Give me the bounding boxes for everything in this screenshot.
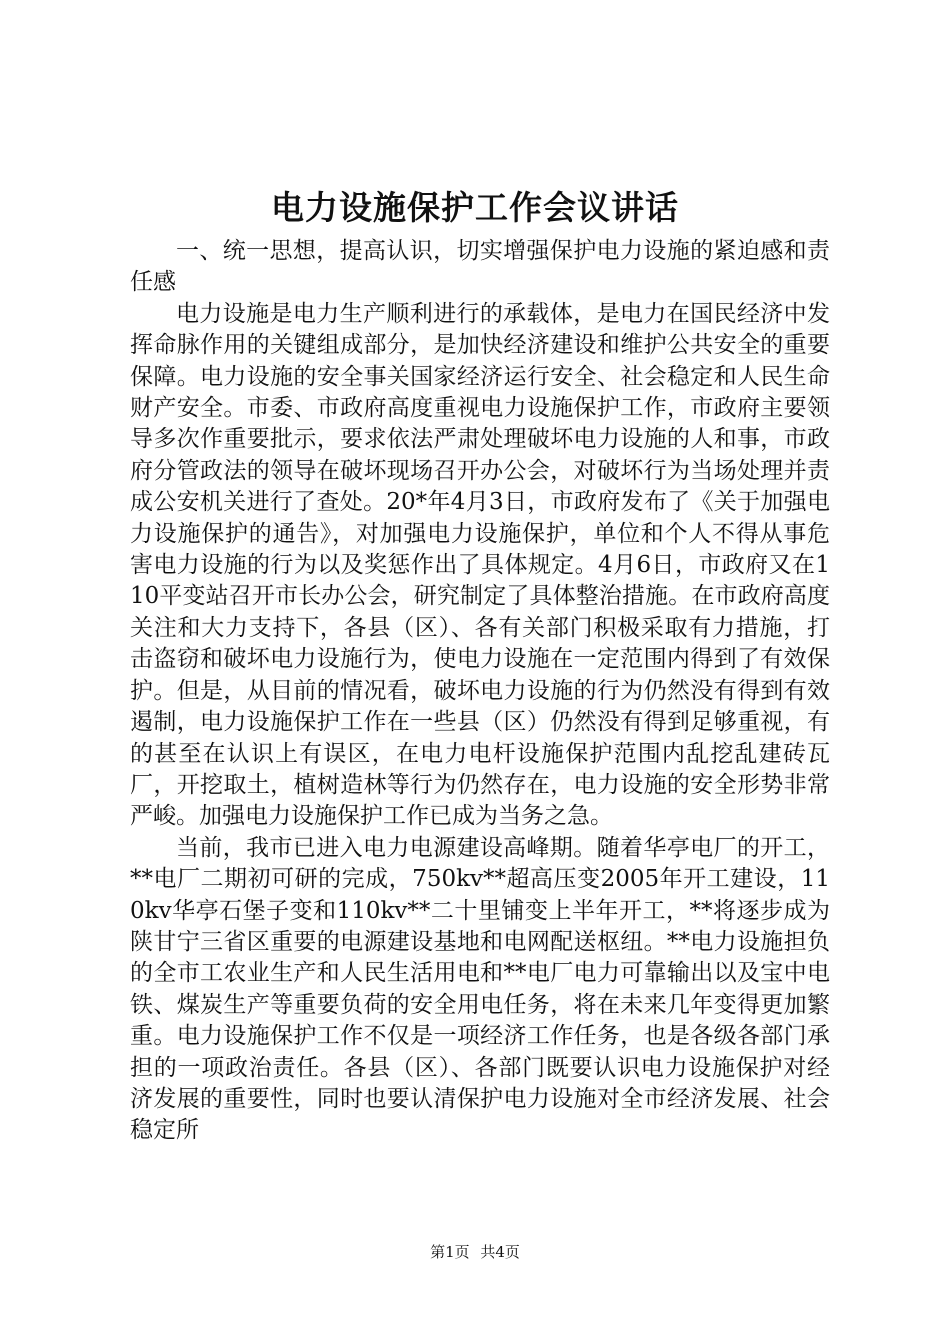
document-title: 电力设施保护工作会议讲话: [271, 188, 679, 227]
page-footer: [0, 1240, 950, 1264]
section-heading: 一、统一思想，提高认识，切实增强保护电力设施的紧迫感和责任感: [130, 238, 830, 296]
page-total: 共4页: [480, 1243, 520, 1261]
page-number: 第1页: [430, 1243, 470, 1261]
body-paragraph: 当前，我市已进入电力电源建设高峰期。随着华亭电厂的开工，**电厂二期初可研的完成，750kv**超高压变2005年开工建设，110kv华亭石堡子变和110kv**二十里铺变上半年开工，**将逐步成为陕甘宁三省区重要的电源建设基地和电网配送枢纽。**电力设施担负的全市工农业生产和人民生活用电和**电厂电力可靠输出以及宝中电铁、煤炭生产等重要负荷的安全用电任务，将在未来几年变得更加繁重。电力设施保护工作不仅是一项经济工作任务，也是各级各部门承担的一项政治责任。各县（区）、各部门既要认识电力设施保护对经济发展的重要性，同时也要认清保护电力设施对全市经济发展、社会稳定所: [130, 834, 830, 1144]
body-paragraph: 电力设施是电力生产顺利进行的承载体，是电力在国民经济中发挥命脉作用的关键组成部分，是加快经济建设和维护公共安全的重要保障。电力设施的安全事关国家经济运行安全、社会稳定和人民生命财产安全。市委、市政府高度重视电力设施保护工作，市政府主要领导多次作重要批示，要求依法严肃处理破坏电力设施的人和事，市政府分管政法的领导在破坏现场召开办公会，对破坏行为当场处理并责成公安机关进行了查处。20*年4月3日，市政府发布了《关于加强电力设施保护的通告》，对加强电力设施保护，单位和个人不得从事危害电力设施的行为以及奖惩作出了具体规定。4月6日，市政府又在110平变站召开市长办公会，研究制定了具体整治措施。在市政府高度关注和大力支持下，各县（区）、各有关部门积极采取有力措施，打击盗窃和破坏电力设施行为，使电力设施在一定范围内得到了有效保护。但是，从目前的情况看，破坏电力设施的行为仍然没有得到有效遏制，电力设施保护工作在一些县（区）仍然没有得到足够重视，有的甚至在认识上有误区，在电力电杆设施保护范围内乱挖乱建砖瓦厂，开挖取土，植树造林等行为仍然存在，电力设施的安全形势非常严峻。加强电力设施保护工作已成为当务之急。: [130, 300, 830, 830]
document-body: [130, 236, 830, 1147]
